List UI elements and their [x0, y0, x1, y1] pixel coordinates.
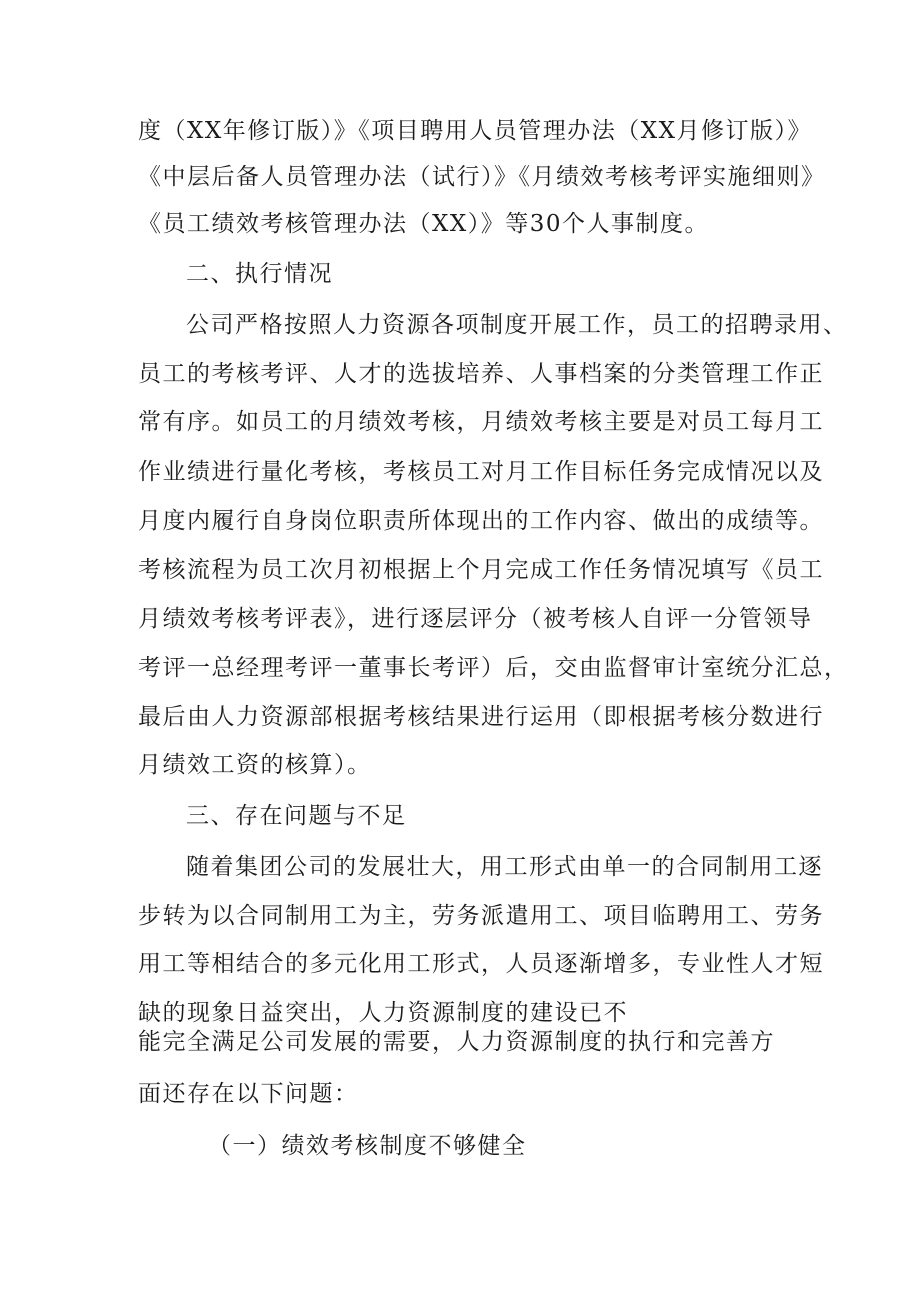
paragraph-line: 用工等相结合的多元化用工形式，人员逐渐增多，专业性人才短: [138, 951, 824, 977]
paragraph-line: 度（XX年修订版）》《项目聘用人员管理办法（XX月修订版）》: [138, 118, 812, 144]
paragraph-line: 月绩效工资的核算）。: [138, 752, 372, 778]
paragraph-line: 步转为以合同制用工为主，劳务派遣用工、项目临聘用工、劳务: [138, 903, 824, 929]
paragraph-line: 考评一总经理考评一董事长考评）后，交由监督审计室统分汇总，: [138, 655, 849, 681]
paragraph-line: 月绩效考核考评表》，进行逐层评分（被考核人自评一分管领导: [138, 606, 813, 632]
paragraph-line: 公司严格按照人力资源各项制度开展工作，员工的招聘录用、: [186, 312, 848, 338]
paragraph-line: 能完全满足公司发展的需要，人力资源制度的执行和完善方: [138, 1029, 775, 1055]
paragraph-line: 随着集团公司的发展壮大，用工形式由单一的合同制用工逐: [186, 854, 823, 880]
subsection-heading: （一）绩效考核制度不够健全: [208, 1133, 527, 1159]
paragraph-line: 员工的考核考评、人才的选拔培养、人事档案的分类管理工作正: [138, 361, 824, 387]
paragraph-line: 考核流程为员工次月初根据上个月完成工作任务情况填写《员工: [138, 557, 824, 583]
paragraph-line: 《中层后备人员管理办法（试行）》《月绩效考核考评实施细则》: [138, 164, 826, 190]
paragraph-line: 面还存在以下问题：: [138, 1081, 359, 1107]
paragraph-line: 常有序。如员工的月绩效考核，月绩效考核主要是对员工每月工: [138, 409, 824, 435]
section-heading: 二、执行情况: [186, 261, 333, 287]
paragraph-line: 月度内履行自身岗位职责所体现出的工作内容、做出的成绩等。: [138, 508, 824, 534]
paragraph-line: 《员工绩效考核管理办法（XX）》等30个人事制度。: [138, 211, 710, 237]
paragraph-line: 最后由人力资源部根据考核结果进行运用（即根据考核分数进行: [138, 704, 824, 730]
paragraph-line: 作业绩进行量化考核，考核员工对月工作目标任务完成情况以及: [138, 459, 824, 485]
section-heading: 三、存在问题与不足: [186, 803, 407, 829]
paragraph-line: 缺的现象日益突出，人力资源制度的建设已不: [138, 1000, 628, 1026]
